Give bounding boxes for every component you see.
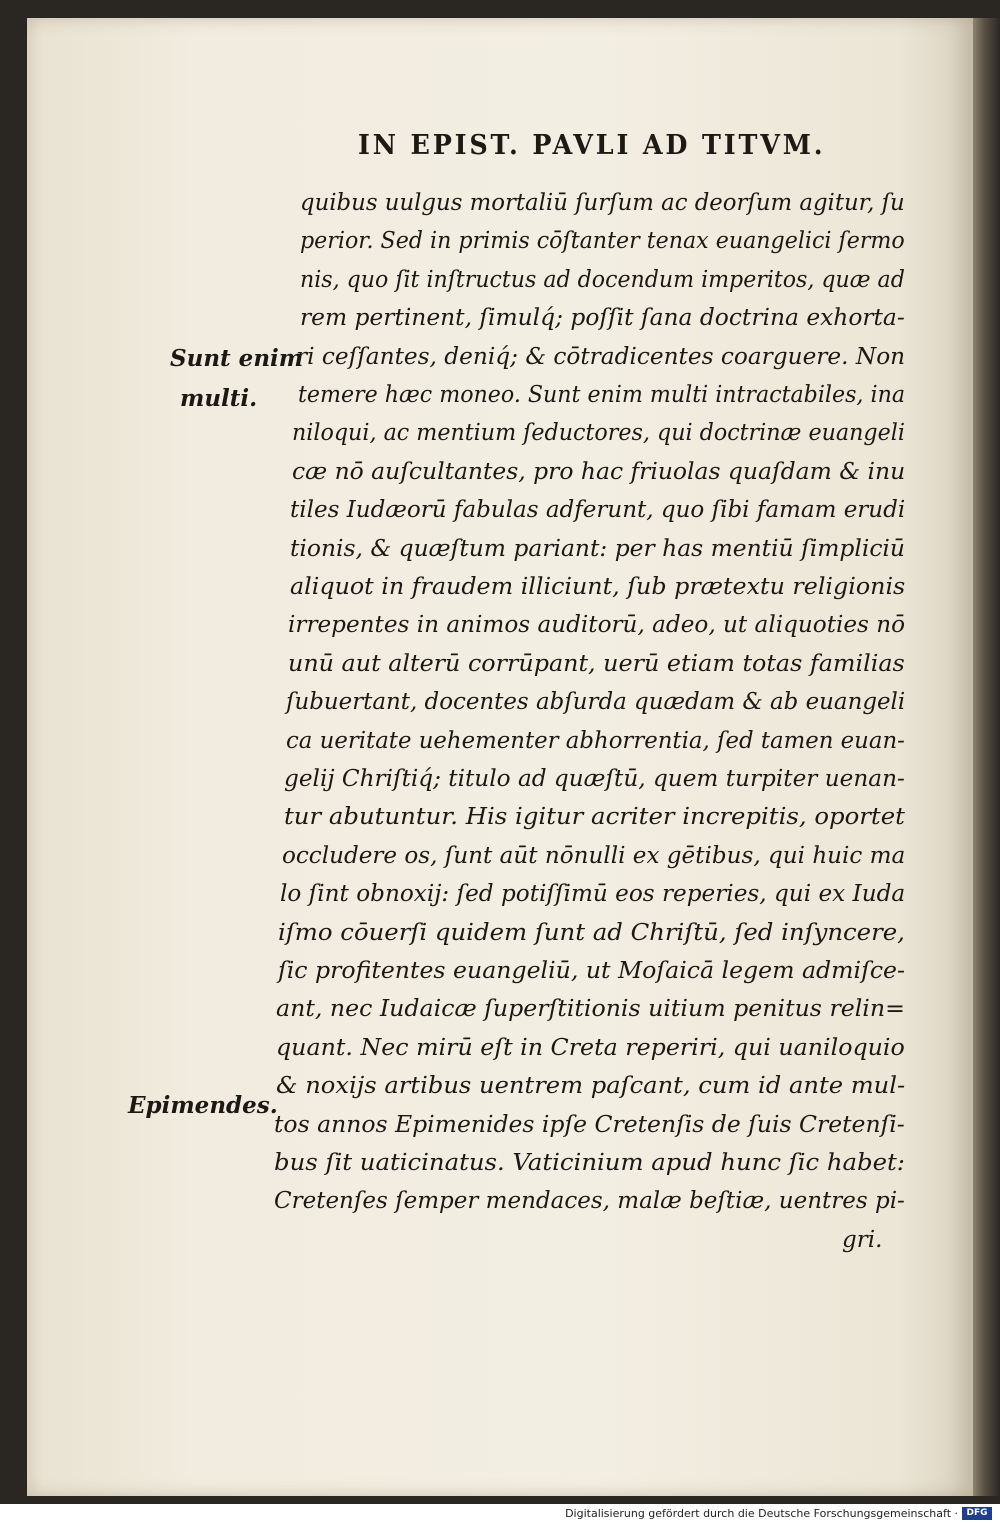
dfg-logo: DFG [962,1507,992,1520]
text-line: bus ſit uaticinatus. Vaticinium apud hunc ſic habet: [274,1150,906,1176]
text-line: quant. Nec mirū eſt in Creta reperiri, qui uaniloquio [276,1034,905,1061]
text-line: niloqui, ac mentium ſeductores, qui doctrinæ euangeli [292,420,905,447]
text-line: Cretenſes ſemper mendaces, malæ beſtiæ, uentres pi- [274,1188,905,1215]
text-line: quibus uulgus mortaliū ſurſum ac deorſum agitur, ſu [300,190,905,216]
text-line: aliquot in fraudem illiciunt, ſub prætextu religionis [290,574,906,600]
text-line: lo ſint obnoxij: ſed potiſſimū eos reperies, qui ex Iuda [280,881,906,908]
text-line: tos annos Epimenides ipſe Cretenſis de ſuis Cretenſi- [274,1111,905,1138]
running-head: IN EPIST. PAVLI AD TITVM. [358,130,826,161]
text-line: rem pertinent, ſimulq́; poſſit ſana doctrina exhorta- [300,305,905,332]
text-line: ca ueritate uehementer abhorrentia, ſed tamen euan- [286,727,905,754]
text-line: ſic profitentes euangeliū, ut Moſaicā legem admiſce- [278,958,905,984]
funding-credit: Digitalisierung gefördert durch die Deutsche Forschungsgemeinschaft · [565,1507,958,1520]
digitization-footer [0,1504,1000,1524]
text-line: gelij Chriſtiq́; titulo ad quæſtū, quem turpiter uenan- [284,766,905,792]
text-line: iſmo cōuerſi quidem ſunt ad Chriſtū, ſed inſyncere, [278,919,905,946]
text-line: perior. Sed in primis cōſtanter tenax euangelici ſermo [300,228,905,255]
text-line: ant, nec Iudaicæ ſuperſtitionis uitium penitus relin= [276,996,905,1023]
text-line: irrepentes in animos auditorū, adeo, ut aliquoties nō [288,612,906,639]
text-line: tiles Iudæorū fabulas adferunt, quo ſibi famam erudi [290,497,906,524]
page-edge [973,18,1000,1496]
marginal-note-epimendes: Epimendes. [128,1092,278,1119]
text-line: ri ceſſantes, deniq́; & cōtradicentes coarguere. Non [296,343,906,370]
text-line: temere hæc moneo. Sunt enim multi intractabiles, ina [298,382,906,408]
text-line: tionis, & quæſtum pariant: per has mentiū ſimpliciū [290,535,905,562]
text-line: nis, quo ſit inſtructus ad docendum imperitos, quæ ad [300,266,905,293]
marginal-note-sunt-enim: Sunt enim [170,345,304,372]
text-line: unū aut alterū corrūpant, uerū etiam totas familias [288,650,905,677]
text-line: tur abutuntur. His igitur acriter increpitis, oportet [284,804,905,831]
text-line: ſubuertant, docentes abſurda quædam & ab euangeli [286,689,906,716]
text-line: gri. [842,1226,883,1253]
marginal-note-multi: multi. [180,385,258,412]
text-line: & noxijs artibus uentrem paſcant, cum id ante mul- [276,1073,906,1100]
text-line: cæ nō auſcultantes, pro hac friuolas quaſdam & inu [292,458,906,485]
text-line: occludere os, ſunt aūt nōnulli ex gētibus, qui huic ma [282,842,906,869]
